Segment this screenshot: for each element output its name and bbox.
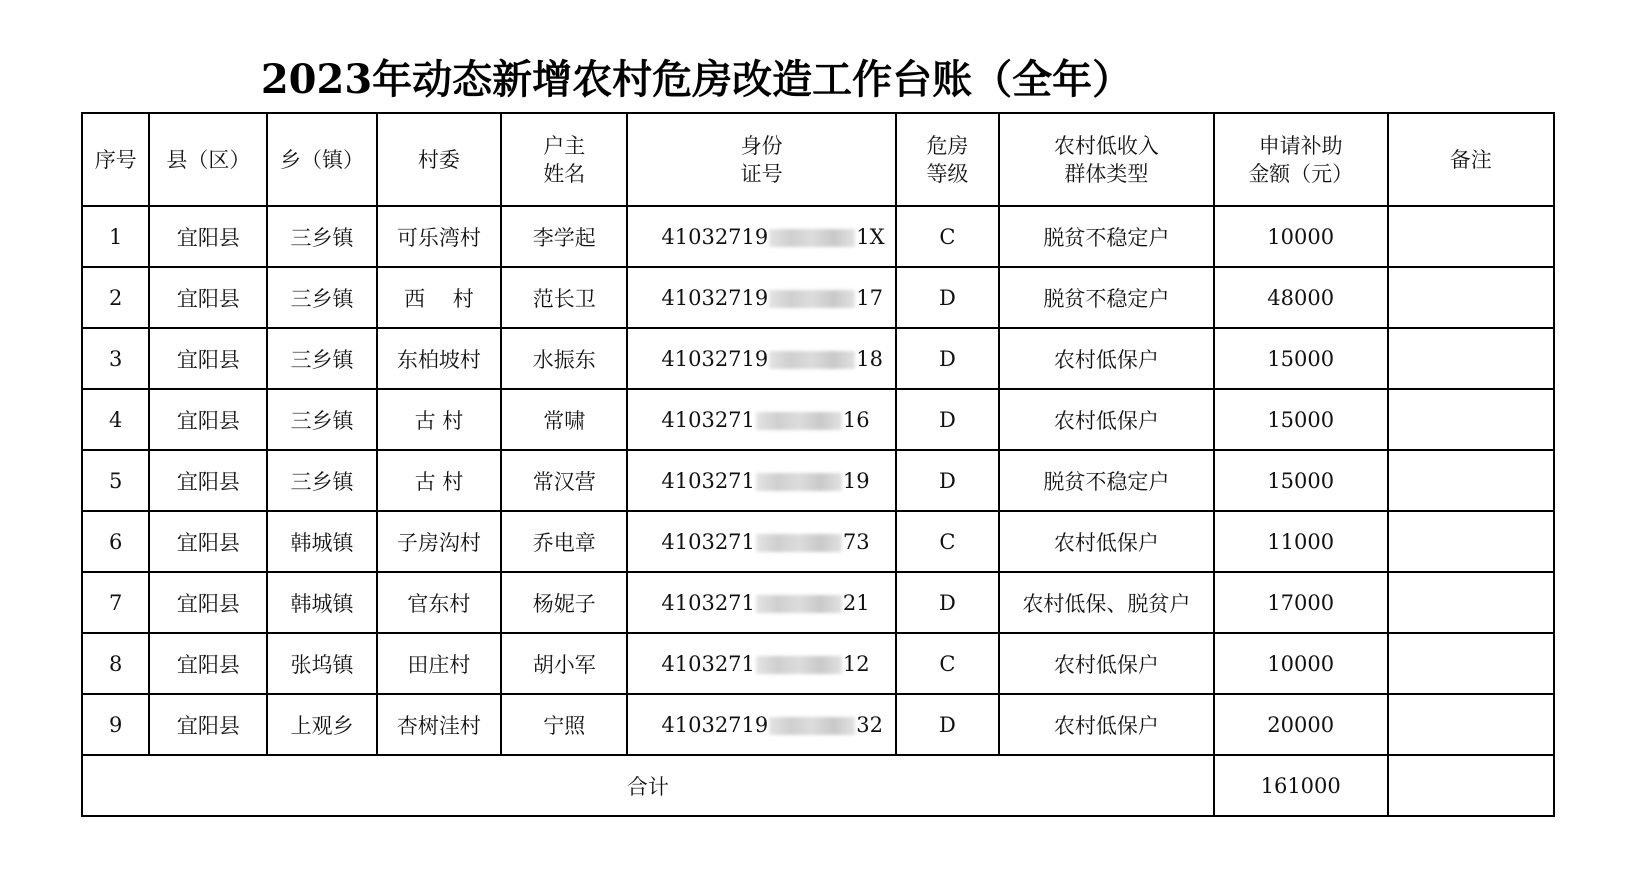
cell-amount: 10000 <box>1214 633 1388 694</box>
id-redaction-blur <box>769 290 855 308</box>
cell-remark <box>1388 511 1554 572</box>
id-redaction-blur <box>756 595 842 613</box>
cell-name: 水振东 <box>501 328 627 389</box>
page-title: 2023年动态新增农村危房改造工作台账（全年） <box>260 56 1133 103</box>
cell-name: 李学起 <box>501 206 627 267</box>
cell-id-number <box>627 328 895 389</box>
cell-village: 古 村 <box>377 450 501 511</box>
cell-seq: 5 <box>82 450 149 511</box>
id-prefix: 4103271 <box>661 407 755 432</box>
cell-seq: 9 <box>82 694 149 755</box>
id-prefix: 4103271 <box>661 468 755 493</box>
header-householder-line2: 姓名 <box>543 161 586 186</box>
id-suffix: 19 <box>842 468 870 493</box>
header-village: 村委 <box>377 113 501 206</box>
id-suffix: 12 <box>842 651 870 676</box>
cell-level: D <box>896 328 999 389</box>
cell-level: D <box>896 267 999 328</box>
header-type-line2: 群体类型 <box>1064 161 1149 186</box>
id-redaction-blur <box>756 473 842 491</box>
id-redaction-blur <box>756 534 842 552</box>
id-suffix: 16 <box>842 407 870 432</box>
cell-village: 官东村 <box>377 572 501 633</box>
cell-seq: 7 <box>82 572 149 633</box>
cell-id-number <box>627 450 895 511</box>
id-suffix: 18 <box>856 346 883 371</box>
cell-name: 胡小军 <box>501 633 627 694</box>
id-prefix: 41032719 <box>661 712 769 737</box>
cell-remark <box>1388 389 1554 450</box>
header-id-line1: 身份 <box>740 133 783 158</box>
cell-group-type: 农村低保户 <box>999 328 1214 389</box>
cell-remark <box>1388 450 1554 511</box>
id-prefix: 41032719 <box>661 346 769 371</box>
table-row <box>82 206 1554 267</box>
cell-village: 西 村 <box>377 267 501 328</box>
cell-seq: 8 <box>82 633 149 694</box>
cell-id-number <box>627 511 895 572</box>
cell-name: 范长卫 <box>501 267 627 328</box>
cell-remark <box>1388 267 1554 328</box>
cell-township: 上观乡 <box>267 694 377 755</box>
header-level-line1: 危房 <box>926 133 969 158</box>
id-prefix: 41032719 <box>661 224 769 249</box>
cell-id-number <box>627 267 895 328</box>
cell-id-number <box>627 572 895 633</box>
cell-village: 可乐湾村 <box>377 206 501 267</box>
cell-amount: 20000 <box>1214 694 1388 755</box>
id-redaction-blur <box>756 412 842 430</box>
cell-group-type: 脱贫不稳定户 <box>999 206 1214 267</box>
id-suffix: 17 <box>856 285 883 310</box>
id-redaction-blur <box>769 229 855 247</box>
cell-township: 韩城镇 <box>267 511 377 572</box>
id-prefix: 4103271 <box>661 651 755 676</box>
id-redaction-blur <box>769 717 855 735</box>
cell-county: 宜阳县 <box>149 694 267 755</box>
total-remark <box>1388 755 1554 816</box>
cell-township: 韩城镇 <box>267 572 377 633</box>
cell-level: D <box>896 450 999 511</box>
cell-level: C <box>896 633 999 694</box>
cell-id-number <box>627 389 895 450</box>
cell-seq: 3 <box>82 328 149 389</box>
cell-level: D <box>896 572 999 633</box>
header-county: 县（区） <box>149 113 267 206</box>
table-row <box>82 511 1554 572</box>
cell-level: C <box>896 511 999 572</box>
cell-amount: 10000 <box>1214 206 1388 267</box>
table-row <box>82 267 1554 328</box>
header-id-number <box>627 113 895 206</box>
cell-seq: 6 <box>82 511 149 572</box>
header-danger-level <box>896 113 999 206</box>
cell-township: 三乡镇 <box>267 450 377 511</box>
id-suffix: 21 <box>842 590 870 615</box>
cell-county: 宜阳县 <box>149 206 267 267</box>
cell-township: 三乡镇 <box>267 328 377 389</box>
id-suffix: 73 <box>842 529 870 554</box>
cell-amount: 48000 <box>1214 267 1388 328</box>
cell-level: D <box>896 389 999 450</box>
cell-county: 宜阳县 <box>149 450 267 511</box>
cell-county: 宜阳县 <box>149 511 267 572</box>
cell-seq: 2 <box>82 267 149 328</box>
cell-amount: 15000 <box>1214 450 1388 511</box>
id-suffix: 1X <box>856 224 885 249</box>
cell-village: 子房沟村 <box>377 511 501 572</box>
cell-remark <box>1388 572 1554 633</box>
header-remark: 备注 <box>1388 113 1554 206</box>
cell-remark <box>1388 633 1554 694</box>
table-row <box>82 450 1554 511</box>
cell-group-type: 脱贫不稳定户 <box>999 267 1214 328</box>
id-suffix: 32 <box>856 712 883 737</box>
id-redaction-blur <box>769 351 855 369</box>
header-row <box>82 113 1554 206</box>
cell-amount: 15000 <box>1214 328 1388 389</box>
id-prefix: 4103271 <box>661 529 755 554</box>
total-amount: 161000 <box>1214 755 1388 816</box>
cell-seq: 4 <box>82 389 149 450</box>
cell-remark <box>1388 328 1554 389</box>
cell-township: 三乡镇 <box>267 389 377 450</box>
header-township: 乡（镇） <box>267 113 377 206</box>
header-householder <box>501 113 627 206</box>
header-amount-line1: 申请补助 <box>1258 133 1343 158</box>
cell-amount: 17000 <box>1214 572 1388 633</box>
cell-id-number <box>627 206 895 267</box>
table-row <box>82 694 1554 755</box>
header-group-type <box>999 113 1214 206</box>
ledger-table <box>81 112 1555 817</box>
cell-county: 宜阳县 <box>149 572 267 633</box>
cell-amount: 15000 <box>1214 389 1388 450</box>
total-label: 合计 <box>82 755 1214 816</box>
cell-township: 三乡镇 <box>267 206 377 267</box>
cell-name: 杨妮子 <box>501 572 627 633</box>
id-redaction-blur <box>756 656 842 674</box>
cell-county: 宜阳县 <box>149 328 267 389</box>
table-row <box>82 389 1554 450</box>
cell-level: C <box>896 206 999 267</box>
cell-village: 古 村 <box>377 389 501 450</box>
cell-group-type: 脱贫不稳定户 <box>999 450 1214 511</box>
total-row <box>82 755 1554 816</box>
cell-seq: 1 <box>82 206 149 267</box>
id-prefix: 41032719 <box>661 285 769 310</box>
header-id-line2: 证号 <box>740 161 783 186</box>
header-amount-line2: 金额（元） <box>1248 161 1354 186</box>
cell-id-number <box>627 694 895 755</box>
cell-village: 东柏坡村 <box>377 328 501 389</box>
table-row <box>82 572 1554 633</box>
cell-id-number <box>627 633 895 694</box>
cell-amount: 11000 <box>1214 511 1388 572</box>
id-prefix: 4103271 <box>661 590 755 615</box>
cell-township: 张坞镇 <box>267 633 377 694</box>
cell-group-type: 农村低保户 <box>999 389 1214 450</box>
header-level-line2: 等级 <box>926 161 969 186</box>
table-row <box>82 328 1554 389</box>
cell-village: 田庄村 <box>377 633 501 694</box>
cell-county: 宜阳县 <box>149 389 267 450</box>
cell-township: 三乡镇 <box>267 267 377 328</box>
header-type-line1: 农村低收入 <box>1053 133 1159 158</box>
cell-village: 杏树洼村 <box>377 694 501 755</box>
cell-group-type: 农村低保、脱贫户 <box>999 572 1214 633</box>
cell-county: 宜阳县 <box>149 267 267 328</box>
cell-level: D <box>896 694 999 755</box>
cell-name: 宁照 <box>501 694 627 755</box>
cell-remark <box>1388 206 1554 267</box>
cell-remark <box>1388 694 1554 755</box>
cell-name: 常啸 <box>501 389 627 450</box>
cell-group-type: 农村低保户 <box>999 511 1214 572</box>
cell-name: 乔电章 <box>501 511 627 572</box>
cell-county: 宜阳县 <box>149 633 267 694</box>
cell-group-type: 农村低保户 <box>999 694 1214 755</box>
header-seq: 序号 <box>82 113 149 206</box>
header-subsidy-amount <box>1214 113 1388 206</box>
cell-group-type: 农村低保户 <box>999 633 1214 694</box>
header-householder-line1: 户主 <box>543 133 586 158</box>
cell-name: 常汉营 <box>501 450 627 511</box>
table-row <box>82 633 1554 694</box>
